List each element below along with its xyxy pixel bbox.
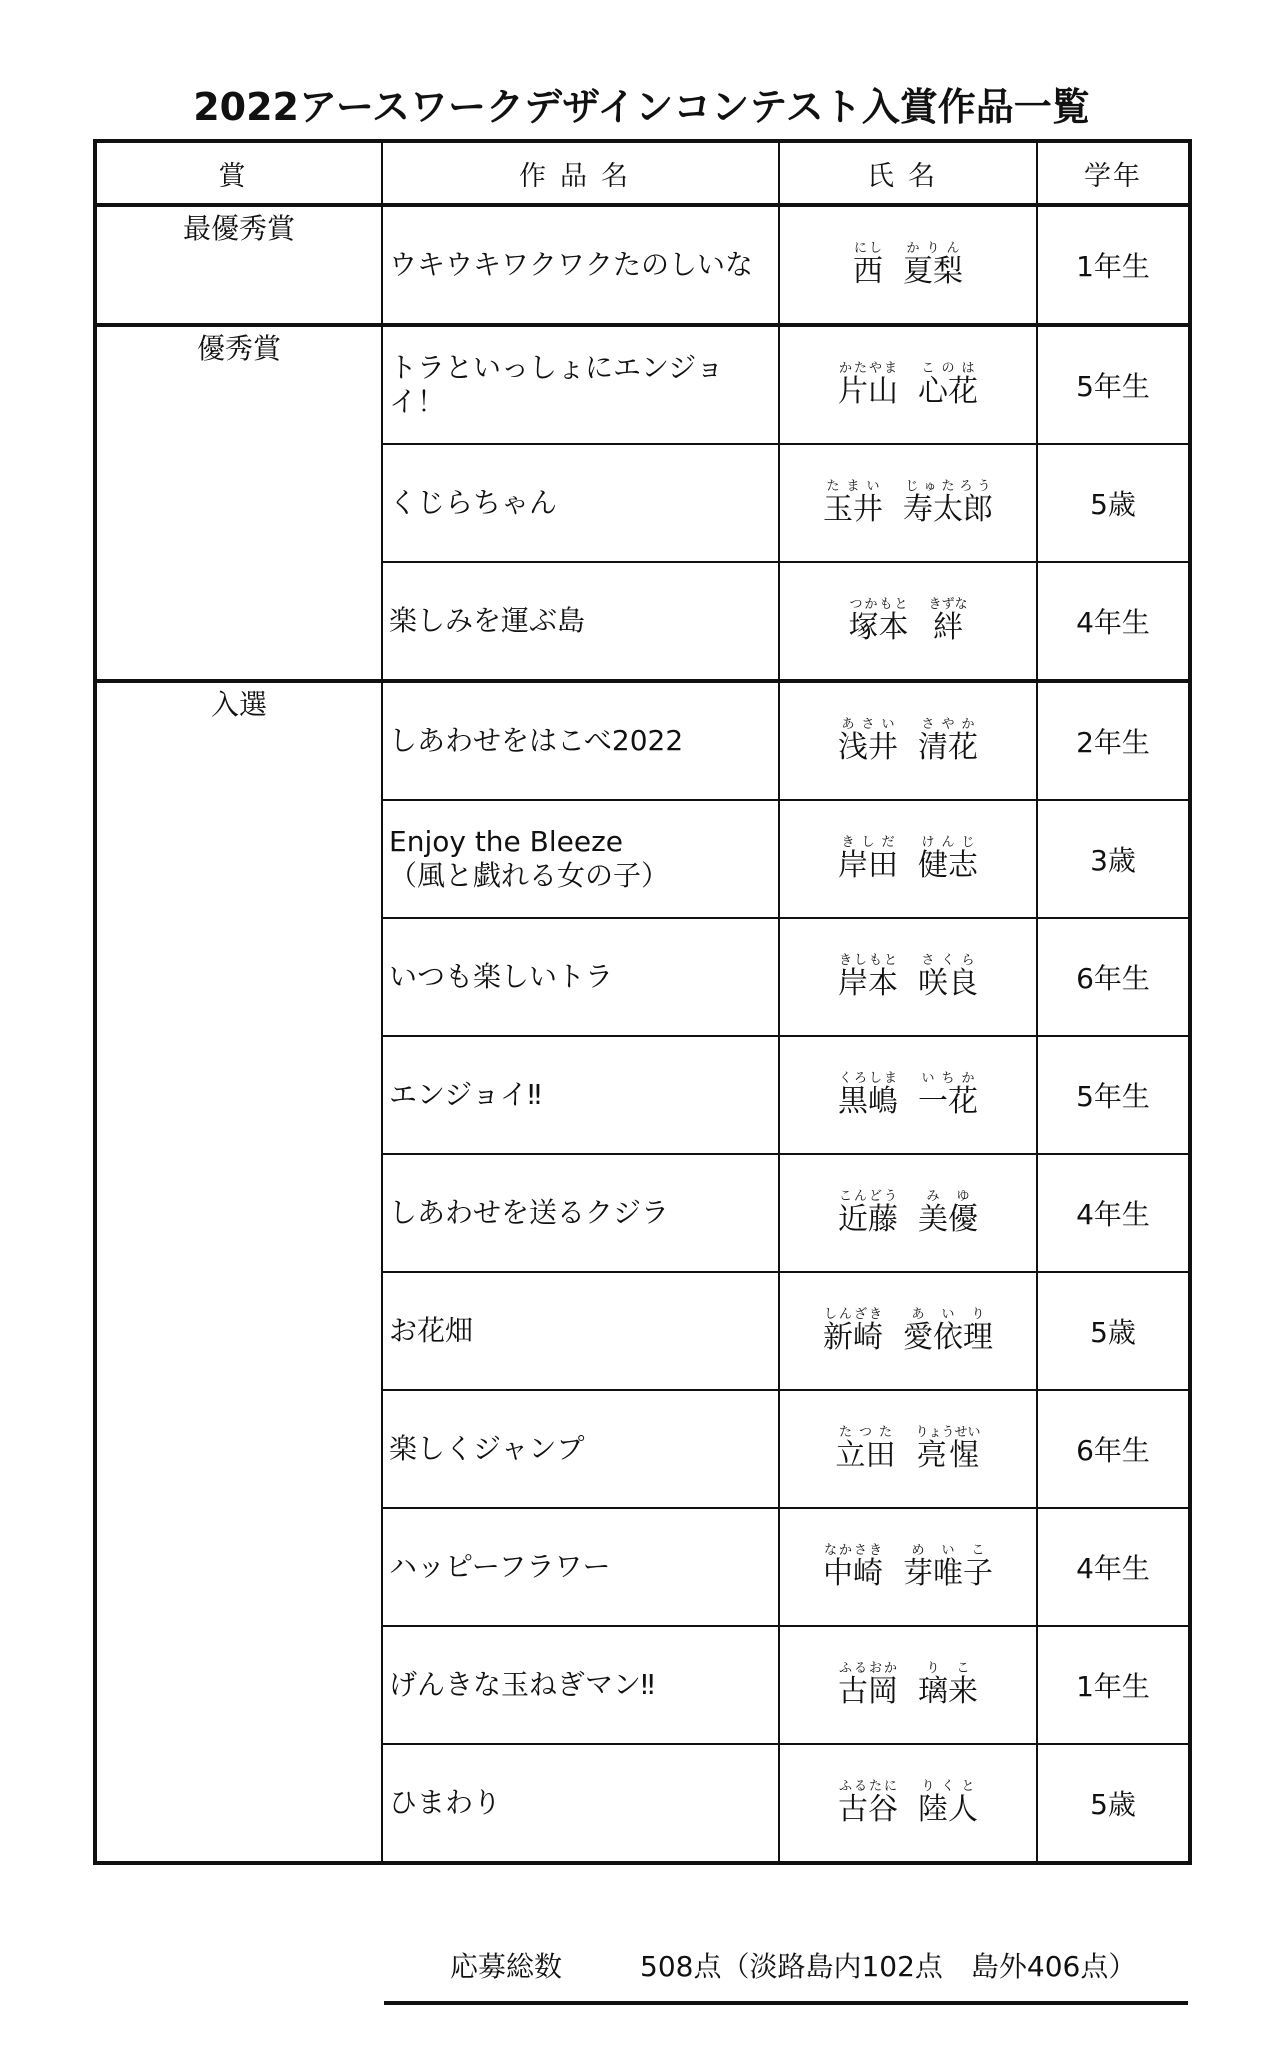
- work-title: ハッピーフラワー: [382, 1508, 779, 1626]
- work-title: いつも楽しいトラ: [382, 918, 779, 1036]
- entrant-name: 塚本つかもと絆きずな: [779, 562, 1037, 681]
- work-title: げんきな玉ねぎマン‼: [382, 1626, 779, 1744]
- entrant-name: 立田たつた亮惺りょうせい: [779, 1390, 1037, 1508]
- grade: 5年生: [1037, 325, 1190, 444]
- work-title: 楽しくジャンプ: [382, 1390, 779, 1508]
- grade: 2年生: [1037, 681, 1190, 800]
- award-selected: 入選: [95, 681, 382, 1863]
- header-award: 賞: [95, 141, 382, 205]
- award-top: 最優秀賞: [95, 205, 382, 325]
- grade: 4年生: [1037, 1154, 1190, 1272]
- work-title: ひまわり: [382, 1744, 779, 1863]
- grade: 5年生: [1037, 1036, 1190, 1154]
- work-title-line2: （風と戯れる女の子）: [389, 859, 670, 892]
- grade: 6年生: [1037, 918, 1190, 1036]
- entrant-name: 古岡ふるおか璃来りこ: [779, 1626, 1037, 1744]
- entrant-name: 中崎なかさき芽唯子めいこ: [779, 1508, 1037, 1626]
- entry-summary: [450, 1945, 1136, 1985]
- entrant-name: 片山かたやま心花このは: [779, 325, 1037, 444]
- work-title: お花畑: [382, 1272, 779, 1390]
- entrant-name: 岸田きしだ健志けんじ: [779, 800, 1037, 918]
- awards-table: [93, 139, 1192, 1865]
- work-title: 楽しみを運ぶ島: [382, 562, 779, 681]
- work-title-line1: Enjoy the Bleeze: [389, 825, 624, 858]
- grade: 1年生: [1037, 205, 1190, 325]
- entrant-name: 黒嶋くろしま一花いちか: [779, 1036, 1037, 1154]
- entrant-name: 岸本きしもと咲良さくら: [779, 918, 1037, 1036]
- grade: 3歳: [1037, 800, 1190, 918]
- grade: 6年生: [1037, 1390, 1190, 1508]
- grade: 4年生: [1037, 1508, 1190, 1626]
- award-excellent: 優秀賞: [95, 325, 382, 681]
- summary-underline: [384, 2001, 1188, 2005]
- entrant-name: 西にし夏梨かりん: [779, 205, 1037, 325]
- entrant-name: 浅井あさい清花さやか: [779, 681, 1037, 800]
- summary-label: 応募総数: [450, 1950, 563, 1983]
- work-title: [382, 800, 779, 918]
- header-work: 作品名: [382, 141, 779, 205]
- table-row: [95, 205, 1190, 325]
- work-title: くじらちゃん: [382, 444, 779, 562]
- work-title: しあわせを送るクジラ: [382, 1154, 779, 1272]
- header-row: [95, 141, 1190, 205]
- grade: 4年生: [1037, 562, 1190, 681]
- table-row: [95, 325, 1190, 444]
- page-title: 2022アースワークデザインコンテスト入賞作品一覧: [193, 85, 1090, 129]
- entrant-name: 新崎しんざき愛依理あいり: [779, 1272, 1037, 1390]
- entrant-name: 近藤こんどう美優みゆ: [779, 1154, 1037, 1272]
- entrant-name: 古谷ふるたに陸人りくと: [779, 1744, 1037, 1863]
- entrant-name: 玉井たまい寿太郎じゅたろう: [779, 444, 1037, 562]
- work-title: しあわせをはこべ2022: [382, 681, 779, 800]
- work-title: エンジョイ‼: [382, 1036, 779, 1154]
- work-title: ウキウキワクワクたのしいな: [382, 205, 779, 325]
- grade: 5歳: [1037, 444, 1190, 562]
- grade: 1年生: [1037, 1626, 1190, 1744]
- summary-value: 508点（淡路島内102点 島外406点）: [640, 1950, 1137, 1983]
- header-name: 氏名: [779, 141, 1037, 205]
- grade: 5歳: [1037, 1272, 1190, 1390]
- grade: 5歳: [1037, 1744, 1190, 1863]
- work-title: トラといっしょにエンジョイ！: [382, 325, 779, 444]
- table-row: [95, 681, 1190, 800]
- header-grade: 学年: [1037, 141, 1190, 205]
